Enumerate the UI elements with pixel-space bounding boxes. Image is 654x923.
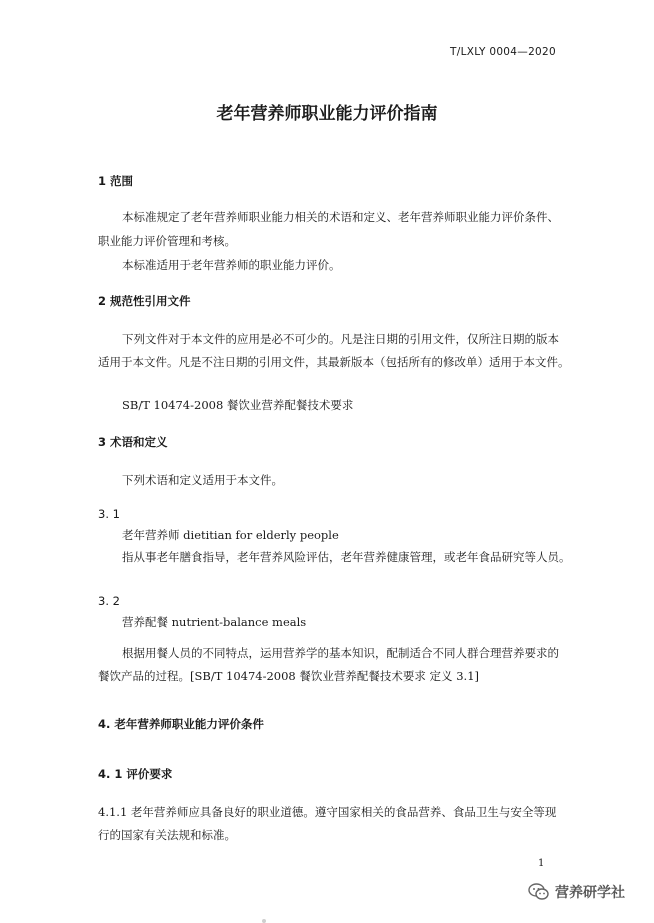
section-1-paragraph-line: 本标准规定了老年营养师职业能力相关的术语和定义、老年营养师职业能力评价条件、 <box>122 210 559 224</box>
section-4-heading: 4. 老年营养师职业能力评价条件 <box>98 717 264 731</box>
section-1-paragraph-line: 职业能力评价管理和考核。 <box>98 234 236 248</box>
section-2-paragraph-line: 适用于本文件。凡是不注日期的引用文件，其最新版本（包括所有的修改单）适用于本文件。 <box>98 355 570 369</box>
term-title: 老年营养师 dietitian for elderly people <box>122 528 339 542</box>
watermark <box>528 882 625 902</box>
page-title: 老年营养师职业能力评价指南 <box>216 104 438 124</box>
section-2-paragraph-line: 下列文件对于本文件的应用是必不可少的。凡是注日期的引用文件，仅所注日期的版本 <box>122 332 559 346</box>
page-number: 1 <box>538 858 545 869</box>
term-definition-line: 根据用餐人员的不同特点，运用营养学的基本知识，配制适合不同人群合理营养要求的 <box>122 646 559 660</box>
term-title: 营养配餐 nutrient-balance meals <box>122 615 307 629</box>
document-id: T/LXLY 0004—2020 <box>450 46 556 58</box>
clause-4-1-1-line: 4.1.1 老年营养师应具备良好的职业道德。遵守国家相关的食品营养、食品卫生与安全等现 <box>98 805 557 819</box>
clause-4-1-1-line: 行的国家有关法规和标准。 <box>98 828 236 842</box>
term-number: 3. 1 <box>98 507 120 521</box>
watermark-text: 营养研学社 <box>555 885 625 901</box>
section-3-intro: 下列术语和定义适用于本文件。 <box>122 473 283 487</box>
section-1-heading: 1 范围 <box>98 174 134 188</box>
section-2-heading: 2 规范性引用文件 <box>98 294 191 308</box>
normative-reference: SB/T 10474-2008 餐饮业营养配餐技术要求 <box>122 398 354 412</box>
scroll-indicator <box>262 919 266 923</box>
term-definition: 指从事老年膳食指导，老年营养风险评估，老年营养健康管理，或老年食品研究等人员。 <box>122 550 571 564</box>
section-3-heading: 3 术语和定义 <box>98 435 168 449</box>
term-number: 3. 2 <box>98 594 120 608</box>
term-definition-line: 餐饮产品的过程。[SB/T 10474-2008 餐饮业营养配餐技术要求 定义 3.1] <box>98 669 479 683</box>
section-4-1-heading: 4. 1 评价要求 <box>98 767 173 781</box>
section-1-paragraph: 本标准适用于老年营养师的职业能力评价。 <box>122 258 341 272</box>
wechat-icon <box>528 883 550 901</box>
